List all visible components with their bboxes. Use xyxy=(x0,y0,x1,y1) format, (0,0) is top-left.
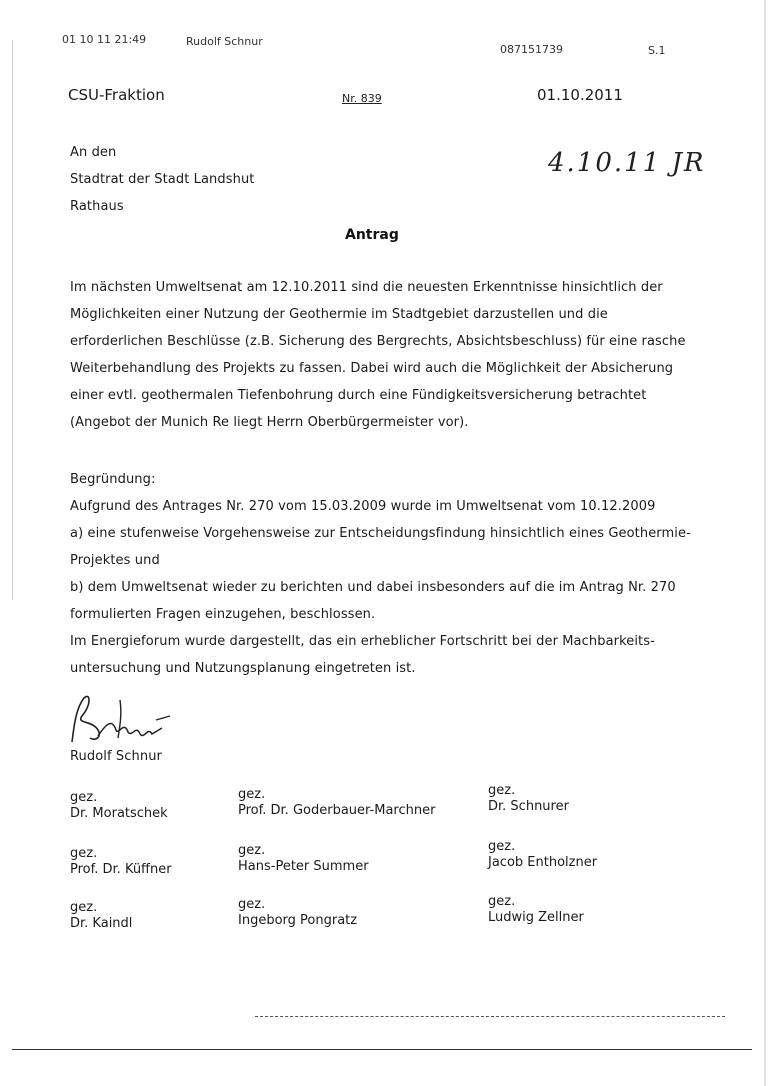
scan-edge-right xyxy=(764,0,766,1086)
cosigner-entry xyxy=(238,787,435,819)
document-date: 01.10.2011 xyxy=(537,86,623,104)
address-line-1: An den xyxy=(70,145,117,160)
gez-label: gez. xyxy=(238,787,266,802)
document-title: Antrag xyxy=(345,227,399,243)
gez-label: gez. xyxy=(238,897,266,912)
cosigner-name: Dr. Moratschek xyxy=(70,806,168,821)
fax-number: 087151739 xyxy=(500,43,563,56)
reasoning-line: Projektes und xyxy=(70,553,160,568)
gez-label: gez. xyxy=(488,783,516,798)
gez-label: gez. xyxy=(488,839,516,854)
reasoning-line: b) dem Umweltsenat wieder zu berichten und dabei insbesonders auf die im Antrag Nr. 270 xyxy=(70,580,676,595)
fax-page: S.1 xyxy=(648,44,666,57)
cosigner-name: Dr. Schnurer xyxy=(488,799,569,814)
paragraph-line: Möglichkeiten einer Nutzung der Geothermie im Stadtgebiet darzustellen und die xyxy=(70,307,608,322)
cosigner-name: Jacob Entholzner xyxy=(488,855,598,870)
dashed-divider xyxy=(255,1016,725,1017)
cosigner-entry xyxy=(488,839,597,871)
gez-label: gez. xyxy=(488,894,516,909)
address-line-3: Rathaus xyxy=(70,199,124,214)
cosigner-name: Ludwig Zellner xyxy=(488,910,584,925)
cosigner-name: Ingeborg Pongratz xyxy=(238,913,358,928)
reasoning-line: formulierten Fragen einzugehen, beschlossen. xyxy=(70,607,376,622)
paragraph-line: erforderlichen Beschlüsse (z.B. Sicherung des Bergrechts, Absichtsbeschluss) für eine rasche xyxy=(70,334,686,349)
fax-datetime: 01 10 11 21:49 xyxy=(62,33,147,46)
gez-label: gez. xyxy=(70,790,98,805)
handwritten-receipt-note: 4.10.11 JR xyxy=(548,148,706,178)
faction-name: CSU-Fraktion xyxy=(68,86,165,104)
paragraph-line: Weiterbehandlung des Projekts zu fassen. Dabei wird auch die Möglichkeit der Absicherung xyxy=(70,361,674,376)
cosigner-entry xyxy=(488,783,569,815)
cosigner-entry xyxy=(488,894,584,926)
paragraph-line: Im nächsten Umweltsenat am 12.10.2011 sind die neuesten Erkenntnisse hinsichtlich der xyxy=(70,280,663,295)
handwritten-signature xyxy=(62,690,182,752)
address-line-2: Stadtrat der Stadt Landshut xyxy=(70,172,255,187)
cosigner-entry xyxy=(70,846,172,878)
bottom-rule xyxy=(12,1049,752,1050)
reasoning-line: Aufgrund des Antrages Nr. 270 vom 15.03.2009 wurde im Umweltsenat vom 10.12.2009 xyxy=(70,499,656,514)
reasoning-heading: Begründung: xyxy=(70,472,156,487)
reasoning-line: a) eine stufenweise Vorgehensweise zur Entscheidungsfindung hinsichtlich eines Geothermie- xyxy=(70,526,691,541)
gez-label: gez. xyxy=(70,900,98,915)
cosigner-name: Dr. Kaindl xyxy=(70,916,133,931)
fax-sender: Rudolf Schnur xyxy=(186,35,263,48)
signer-name: Rudolf Schnur xyxy=(70,749,162,764)
cosigner-entry xyxy=(70,790,168,822)
paragraph-line: einer evtl. geothermalen Tiefenbohrung durch eine Fündigkeitsversicherung betrachtet xyxy=(70,388,647,403)
reasoning-line: Im Energieforum wurde dargestellt, das ein erheblicher Fortschritt bei der Machbarkeits- xyxy=(70,634,655,649)
cosigner-name: Hans-Peter Summer xyxy=(238,859,369,874)
paragraph-line: (Angebot der Munich Re liegt Herrn Oberbürgermeister vor). xyxy=(70,415,469,430)
cosigner-name: Prof. Dr. Goderbauer-Marchner xyxy=(238,803,436,818)
gez-label: gez. xyxy=(70,846,98,861)
cosigner-entry xyxy=(238,897,357,929)
document-number: Nr. 839 xyxy=(342,92,382,105)
gez-label: gez. xyxy=(238,843,266,858)
cosigner-entry xyxy=(238,843,369,875)
scan-edge-left xyxy=(12,40,13,600)
cosigner-name: Prof. Dr. Küffner xyxy=(70,862,172,877)
cosigner-entry xyxy=(70,900,132,932)
reasoning-line: untersuchung und Nutzungsplanung eingetreten ist. xyxy=(70,661,416,676)
